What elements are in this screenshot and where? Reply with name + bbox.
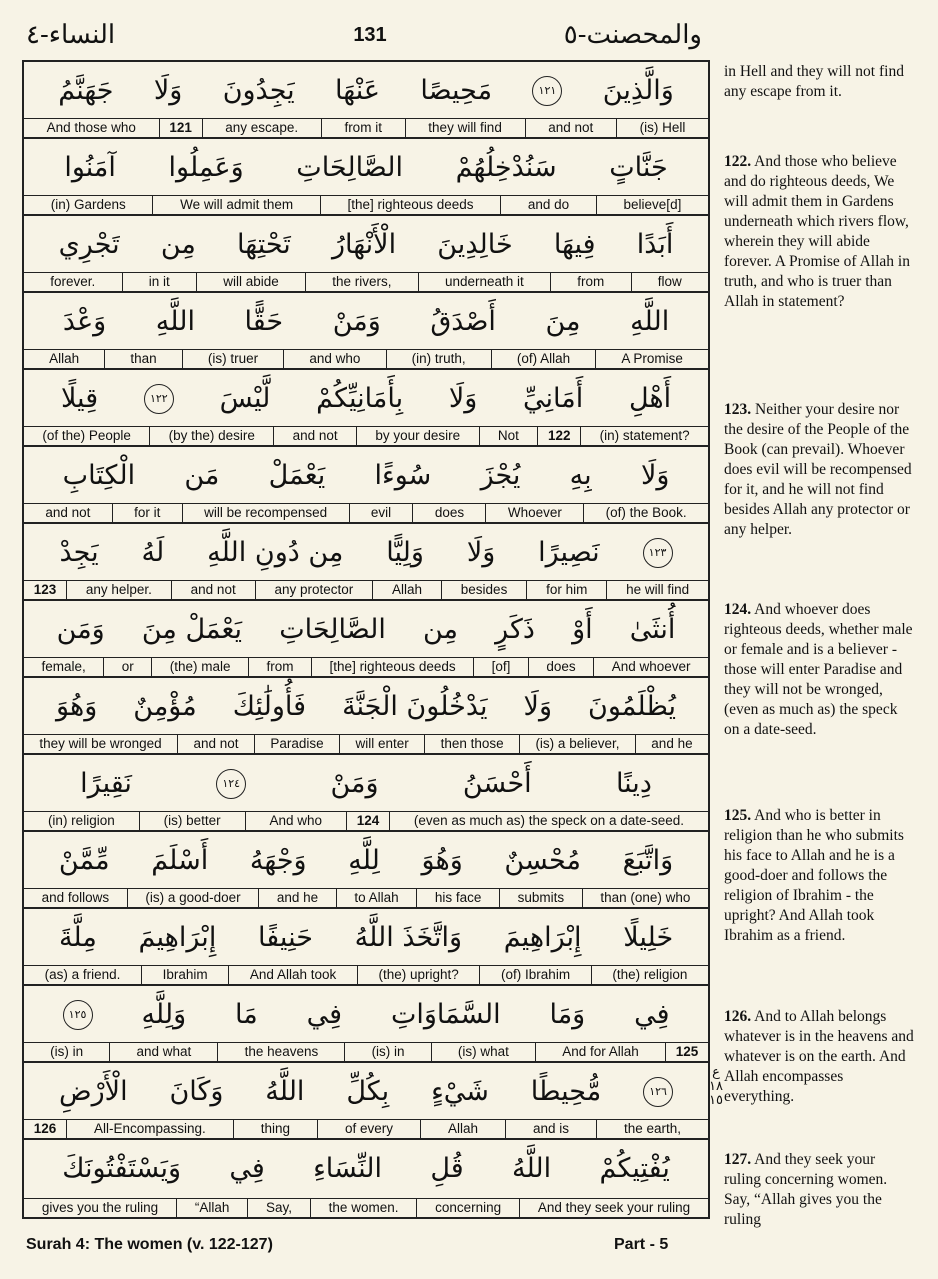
arabic-word: وَعَمِلُوا <box>168 152 244 183</box>
translation-paragraph <box>724 152 914 312</box>
english-gloss: (is) better <box>139 812 245 830</box>
english-gloss: in it <box>122 273 196 291</box>
arabic-word: وَمَن <box>56 614 105 645</box>
arabic-word: مِّمَّنْ <box>58 845 110 876</box>
arabic-word: مِن <box>160 229 196 260</box>
verse-row <box>24 524 708 601</box>
english-gloss: and follows <box>41 890 110 905</box>
english-gloss: (in) statement? <box>580 427 708 445</box>
english-gloss: (is) truer <box>182 350 283 368</box>
english-gloss: All-Encompassing. <box>66 1120 233 1138</box>
english-gloss: and not <box>273 427 356 445</box>
english-gloss-line <box>24 349 708 368</box>
translation-verse-number: 124. <box>724 601 752 618</box>
arabic-word: الصَّالِحَاتِ <box>296 152 403 183</box>
verse-number: 122 <box>537 427 580 445</box>
header-surah-name: النساء-٤ <box>26 20 116 50</box>
translation-paragraph <box>724 400 914 540</box>
arabic-word: خَالِدِينَ <box>437 229 513 260</box>
english-gloss: the heavens <box>217 1043 344 1061</box>
arabic-word: يُفْتِيكُمْ <box>599 1153 670 1184</box>
arabic-word: وَمَنْ <box>332 306 381 337</box>
english-gloss: of every <box>317 1120 420 1138</box>
arabic-word: يَجِدُونَ <box>222 75 295 106</box>
arabic-word: يَعْمَلْ مِنَ <box>141 614 243 645</box>
arabic-word: إِبْرَاهِيمَ <box>138 922 217 953</box>
arabic-word: بِكُلِّ <box>346 1076 390 1107</box>
english-gloss: (of) Ibrahim <box>479 966 590 984</box>
english-gloss: than (one) who <box>582 889 708 907</box>
english-gloss: Ibrahim <box>141 966 228 984</box>
arabic-word: سُوءًا <box>374 460 432 491</box>
arabic-word: مَن <box>184 460 220 491</box>
english-gloss: (is) a good-doer <box>127 889 259 907</box>
english-gloss: by your desire <box>356 427 479 445</box>
verse-row <box>24 986 708 1063</box>
english-gloss: will abide <box>196 273 305 291</box>
english-gloss: and not <box>525 119 616 137</box>
translation-verse-number: 127. <box>724 1151 752 1168</box>
arabic-word: الْكِتَابِ <box>62 460 136 491</box>
arabic-line <box>24 678 708 735</box>
english-gloss: (is) in <box>50 1044 84 1059</box>
english-gloss: for it <box>112 504 182 522</box>
footer-surah-info: Surah 4: The women (v. 122-127) <box>26 1236 273 1253</box>
arabic-line <box>24 293 708 350</box>
verse-row <box>24 139 708 216</box>
english-gloss: And whoever <box>593 658 708 676</box>
english-gloss: thing <box>233 1120 317 1138</box>
english-gloss: submits <box>499 889 582 907</box>
verse-number-marker: ١٢٤ <box>216 769 246 799</box>
english-gloss: “Allah <box>176 1199 247 1217</box>
english-gloss: and not <box>177 735 254 753</box>
arabic-line <box>24 986 708 1043</box>
arabic-word: وَالَّذِينَ <box>602 75 674 106</box>
english-gloss: And those who <box>46 120 136 135</box>
header-juz-name: والمحصنت-٥ <box>563 20 702 50</box>
english-gloss: concerning <box>416 1199 519 1217</box>
arabic-word: جَنَّاتٍ <box>609 152 668 183</box>
arabic-word: نَصِيرًا <box>538 537 600 568</box>
arabic-word: أَبَدًا <box>636 229 674 260</box>
english-gloss: he will find <box>606 581 708 599</box>
english-gloss: evil <box>349 504 413 522</box>
english-gloss: any protector <box>255 581 373 599</box>
arabic-word: مُّحِيطًا <box>530 1076 602 1107</box>
arabic-word: وَلِيًّا <box>386 537 424 568</box>
arabic-word: وَعْدَ <box>62 306 107 337</box>
arabic-line <box>24 139 708 196</box>
english-gloss-line <box>24 1119 708 1138</box>
arabic-word: فِي <box>229 1153 265 1184</box>
arabic-word: قِيلًا <box>60 383 99 414</box>
english-gloss: (is) a believer, <box>519 735 635 753</box>
english-gloss: and who <box>283 350 385 368</box>
arabic-word: خَلِيلًا <box>623 922 674 953</box>
arabic-word: مِنَ <box>545 306 581 337</box>
arabic-word: مِن دُونِ اللَّهِ <box>207 537 344 568</box>
english-gloss: believe[d] <box>596 196 708 214</box>
english-gloss: from it <box>321 119 405 137</box>
arabic-word: فَأُولَٰئِكَ <box>232 691 307 722</box>
verse-number: 121 <box>159 119 202 137</box>
english-gloss: any escape. <box>202 119 321 137</box>
verse-number-marker: ١٢٢ <box>144 384 174 414</box>
translation-text: in Hell and they will not find any escape from it. <box>724 63 904 100</box>
verse-row <box>24 62 708 139</box>
translation-paragraph <box>724 62 914 102</box>
verse-row <box>24 678 708 755</box>
english-gloss-line <box>24 426 708 445</box>
arabic-word: نَقِيرًا <box>80 768 132 799</box>
verse-number-marker: ١٢٦ <box>643 1077 673 1107</box>
arabic-word: فِيهَا <box>553 229 596 260</box>
english-gloss: (by the) desire <box>149 427 273 445</box>
english-gloss: does <box>528 658 593 676</box>
arabic-word: وَلَا <box>640 460 670 491</box>
arabic-word: لَّيْسَ <box>219 383 271 414</box>
english-gloss-line <box>24 1042 708 1061</box>
arabic-line <box>24 909 708 966</box>
arabic-line <box>24 755 708 812</box>
footer-part: Part - 5 <box>614 1236 669 1253</box>
english-gloss: [the] righteous deeds <box>320 196 500 214</box>
translation-paragraph <box>724 1150 914 1230</box>
arabic-line <box>24 370 708 427</box>
arabic-word: مُحْسِنٌ <box>504 845 581 876</box>
verse-number: 126 <box>33 1121 57 1136</box>
english-gloss: We will admit them <box>152 196 319 214</box>
arabic-word: مَا <box>235 999 258 1030</box>
arabic-word: أَحْسَنُ <box>462 768 532 799</box>
english-gloss: (is) what <box>431 1043 535 1061</box>
english-gloss: (of) the Book. <box>583 504 708 522</box>
verse-number: 123 <box>33 582 57 597</box>
arabic-word: وَلَا <box>153 75 183 106</box>
english-gloss: Not <box>479 427 538 445</box>
arabic-word: وَكَانَ <box>169 1076 224 1107</box>
english-gloss: the women. <box>310 1199 416 1217</box>
arabic-word: أَسْلَمَ <box>151 845 209 876</box>
arabic-line <box>24 601 708 658</box>
english-gloss-line <box>24 888 708 907</box>
english-gloss: Allah <box>372 581 441 599</box>
english-gloss: than <box>104 350 182 368</box>
verse-row <box>24 447 708 524</box>
english-gloss: [the] righteous deeds <box>311 658 473 676</box>
english-gloss: And Allah took <box>228 966 357 984</box>
arabic-word: وَهُوَ <box>56 691 98 722</box>
arabic-word: تَحْتِهَا <box>237 229 291 260</box>
translation-verse-number: 122. <box>724 153 752 170</box>
verse-number-marker: ١٢٣ <box>643 538 673 568</box>
arabic-word: يَعْمَلْ <box>268 460 326 491</box>
english-gloss: the rivers, <box>305 273 418 291</box>
arabic-word: أَصْدَقُ <box>430 306 496 337</box>
verse-row <box>24 601 708 678</box>
arabic-word: وَجْهَهُ <box>249 845 307 876</box>
arabic-word: لِلَّهِ <box>348 845 380 876</box>
arabic-word: اللَّهُ <box>512 1153 552 1184</box>
english-gloss-line <box>24 118 708 137</box>
verse-row <box>24 909 708 986</box>
english-gloss: (of the) People <box>42 428 131 443</box>
english-gloss: besides <box>441 581 526 599</box>
english-gloss: the earth, <box>596 1120 708 1138</box>
english-gloss: and do <box>500 196 596 214</box>
english-gloss: (of) Allah <box>491 350 596 368</box>
english-gloss-line <box>24 580 708 599</box>
arabic-word: إِبْرَاهِيمَ <box>503 922 582 953</box>
arabic-word: مِلَّةَ <box>58 922 97 953</box>
arabic-word: اللَّهُ <box>265 1076 305 1107</box>
translation-text: And they seek your ruling concerning women. Say, “Allah gives you the ruling <box>724 1151 888 1228</box>
arabic-word: قُلِ <box>430 1153 464 1184</box>
arabic-word: حَقًّا <box>244 306 284 337</box>
translation-text: And to Allah belongs whatever is in the heavens and whatever is on the earth. And Allah encompasses everything. <box>724 1008 914 1105</box>
arabic-word: شَيْءٍ <box>431 1076 489 1107</box>
english-gloss: underneath it <box>418 273 550 291</box>
arabic-line <box>24 832 708 889</box>
english-gloss: And they seek your ruling <box>519 1199 708 1217</box>
english-gloss-line <box>24 195 708 214</box>
english-gloss: (the) male <box>151 658 248 676</box>
ruku-marker: ع ١٨ ١٥ <box>709 1065 723 1108</box>
arabic-word: وَمَنْ <box>330 768 379 799</box>
english-gloss: and is <box>505 1120 596 1138</box>
english-gloss: flow <box>631 273 708 291</box>
arabic-word: فِي <box>634 999 670 1030</box>
arabic-line <box>24 524 708 581</box>
arabic-word: أَمَانِيِّ <box>523 383 584 414</box>
english-gloss: they will be wronged <box>39 736 162 751</box>
english-gloss: (in) Gardens <box>50 197 126 212</box>
english-gloss-line <box>24 811 708 830</box>
translation-text: And whoever does righteous deeds, whether male or female and is a believer - those will enter Paradise and they will not be wronged, (even as much as) the speck on a date-seed. <box>724 601 913 738</box>
english-gloss: (is) in <box>344 1043 430 1061</box>
arabic-word: وَاتَّبَعَ <box>622 845 674 876</box>
arabic-word: يُجْزَ <box>480 460 521 491</box>
arabic-word: وَلَا <box>448 383 478 414</box>
arabic-word: آمَنُوا <box>64 152 116 183</box>
english-gloss: forever. <box>50 274 96 289</box>
word-by-word-grid <box>22 60 710 1219</box>
translation-text: Neither your desire nor the desire of the People of the Book (can prevail). Whoever does evil will be recompensed for it, and he will not find besides Allah any protector or any helper. <box>724 401 912 538</box>
english-gloss: (in) religion <box>47 813 115 828</box>
arabic-word: حَنِيفًا <box>258 922 313 953</box>
verse-number: 125 <box>665 1043 708 1061</box>
arabic-word: جَهَنَّمُ <box>58 75 114 106</box>
verse-row <box>24 755 708 832</box>
english-gloss: Say, <box>247 1199 310 1217</box>
arabic-word: يُظْلَمُونَ <box>588 691 676 722</box>
arabic-word: وَيَسْتَفْتُونَكَ <box>62 1153 182 1184</box>
arabic-word: يَجِدْ <box>59 537 99 568</box>
translation-verse-number: 125. <box>724 807 752 824</box>
english-gloss: (is) Hell <box>616 119 708 137</box>
arabic-word: الْأَنْهَارُ <box>331 229 397 260</box>
arabic-word: اللَّهِ <box>630 306 670 337</box>
verse-row <box>24 216 708 293</box>
arabic-word: اللَّهِ <box>155 306 195 337</box>
arabic-line <box>24 216 708 273</box>
arabic-word: وَلَا <box>466 537 496 568</box>
english-gloss: then those <box>424 735 519 753</box>
english-gloss: Allah <box>49 351 80 366</box>
arabic-word: وَلِلَّهِ <box>141 999 187 1030</box>
english-gloss: from <box>248 658 311 676</box>
arabic-word: مَحِيصًا <box>420 75 493 106</box>
english-gloss-line <box>24 272 708 291</box>
arabic-word: دِينًا <box>615 768 652 799</box>
arabic-word: مُؤْمِنٌ <box>133 691 197 722</box>
translation-paragraph <box>724 806 914 946</box>
english-gloss: from <box>550 273 630 291</box>
english-gloss: Allah <box>420 1120 505 1138</box>
english-gloss: And who <box>245 812 346 830</box>
english-gloss: or <box>103 658 151 676</box>
arabic-word: وَاتَّخَذَ اللَّهُ <box>354 922 463 953</box>
page-number: 131 <box>353 24 387 46</box>
verse-row <box>24 832 708 909</box>
english-gloss: And for Allah <box>535 1043 665 1061</box>
verse-row <box>24 293 708 370</box>
english-gloss: female, <box>41 659 86 674</box>
verse-number-marker: ١٢١ <box>532 76 562 106</box>
verse-number: 124 <box>346 812 389 830</box>
arabic-word: ذَكَرٍ <box>495 614 535 645</box>
english-gloss: (in) truth, <box>386 350 491 368</box>
english-gloss: and what <box>109 1043 217 1061</box>
english-gloss-line <box>24 965 708 984</box>
arabic-word: النِّسَاءِ <box>313 1153 382 1184</box>
arabic-line <box>24 447 708 504</box>
arabic-line <box>24 1063 708 1120</box>
arabic-word: بِأَمَانِيِّكُمْ <box>316 383 404 414</box>
verse-row <box>24 1063 708 1140</box>
arabic-word: وَمَا <box>549 999 586 1030</box>
arabic-line <box>24 1140 708 1197</box>
english-gloss-line <box>24 657 708 676</box>
arabic-word: وَهُوَ <box>421 845 463 876</box>
english-gloss-line <box>24 734 708 753</box>
english-gloss: [of] <box>473 658 528 676</box>
arabic-word: السَّمَاوَاتِ <box>390 999 501 1030</box>
arabic-line <box>24 62 708 119</box>
english-gloss-line <box>24 1198 708 1217</box>
english-gloss: and he <box>258 889 336 907</box>
english-gloss: (the) upright? <box>357 966 480 984</box>
english-gloss: does <box>412 504 485 522</box>
verse-row <box>24 370 708 447</box>
english-gloss: Paradise <box>254 735 339 753</box>
english-gloss: will be recompensed <box>182 504 349 522</box>
verse-number-marker: ١٢٥ <box>63 1000 93 1030</box>
english-gloss: his face <box>416 889 499 907</box>
translation-paragraph <box>724 1007 914 1107</box>
arabic-word: يَدْخُلُونَ الْجَنَّةَ <box>342 691 488 722</box>
arabic-word: وَلَا <box>523 691 552 722</box>
english-gloss-line <box>24 503 708 522</box>
english-gloss: they will find <box>405 119 525 137</box>
english-gloss: (as) a friend. <box>44 967 121 982</box>
english-gloss: and he <box>635 735 708 753</box>
arabic-word: فِي <box>306 999 343 1030</box>
arabic-word: عَنْهَا <box>335 75 380 106</box>
arabic-word: أَهْلِ <box>628 383 672 414</box>
english-gloss: A Promise <box>595 350 708 368</box>
translation-verse-number: 126. <box>724 1008 752 1025</box>
translation-text: And who is better in religion than he who submits his face to Allah and he is a good-doer and follows the religion of Ibrahim - the upright? And Allah took Ibrahim as a friend. <box>724 807 904 944</box>
english-gloss: and not <box>171 581 255 599</box>
translation-verse-number: 123. <box>724 401 752 418</box>
arabic-word: الْأَرْضِ <box>58 1076 128 1107</box>
english-gloss: and not <box>45 505 91 520</box>
english-gloss: to Allah <box>336 889 417 907</box>
arabic-word: سَنُدْخِلُهُمْ <box>455 152 557 183</box>
arabic-word: تَجْرِي <box>58 229 120 260</box>
english-gloss: will enter <box>339 735 424 753</box>
arabic-word: بِهِ <box>569 460 592 491</box>
english-gloss: gives you the ruling <box>41 1200 159 1215</box>
arabic-word: الصَّالِحَاتِ <box>279 614 386 645</box>
english-gloss: any helper. <box>66 581 171 599</box>
translation-paragraph <box>724 600 914 740</box>
arabic-word: مِن <box>423 614 459 645</box>
english-gloss: Whoever <box>485 504 583 522</box>
arabic-word: لَهُ <box>141 537 165 568</box>
english-gloss: (even as much as) the speck on a date-seed. <box>389 812 708 830</box>
english-gloss: (the) religion <box>591 966 708 984</box>
translation-text: And those who believe and do righteous deeds, We will admit them in Gardens underneath which rivers flow, wherein they will abide forever. A Promise of Allah in truth, and who is truer than Allah in statement? <box>724 153 910 310</box>
arabic-word: أُنثَىٰ <box>629 614 676 645</box>
arabic-word: أَوْ <box>572 614 593 645</box>
verse-row <box>24 1140 708 1217</box>
english-gloss: for him <box>526 581 606 599</box>
